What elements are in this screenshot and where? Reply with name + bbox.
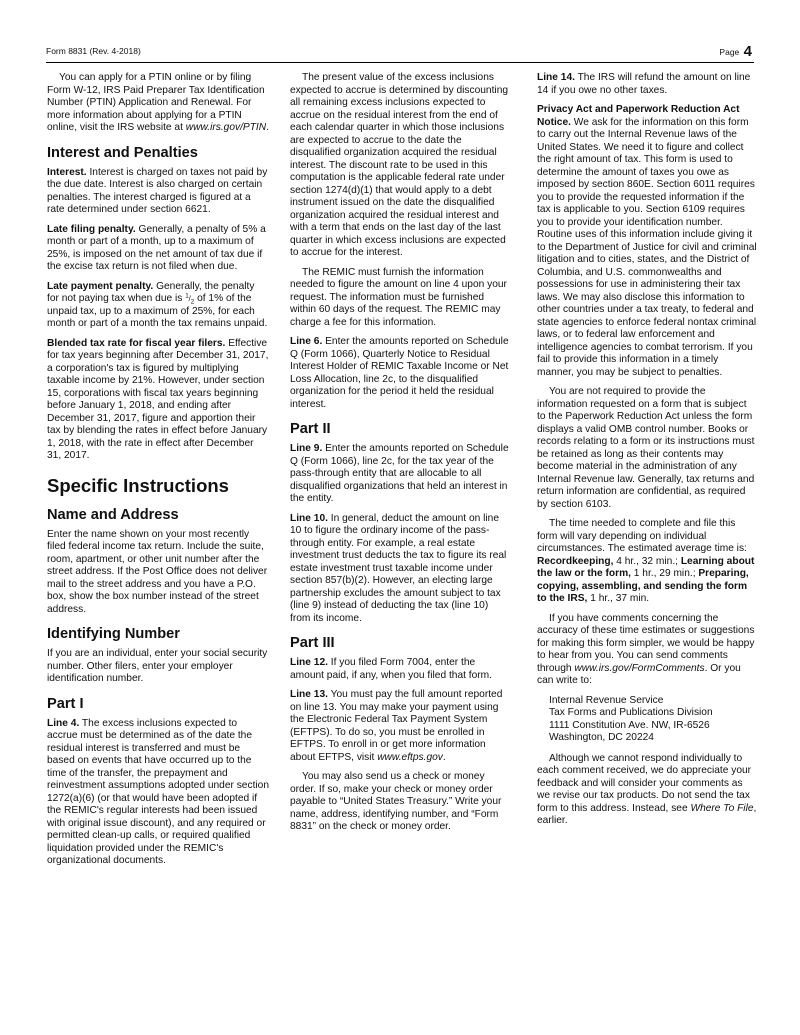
part-1-heading: Part I	[47, 695, 84, 712]
column-3	[537, 72, 757, 835]
line-14-paragraph: Line 14. The IRS will refund the amount on line 14 if you owe no other taxes.	[537, 72, 751, 96]
address-line: Tax Forms and Publications Division	[549, 707, 713, 718]
page-label: Page	[719, 47, 740, 57]
form-comments-link[interactable]: www.irs.gov/FormComments	[574, 662, 705, 674]
one-half-fraction: $^1/_2$	[185, 292, 195, 306]
specific-instructions-heading: Specific Instructions	[47, 474, 229, 496]
part-3-heading: Part III	[290, 635, 335, 651]
blended-rate-paragraph: Blended tax rate for fiscal year filers. Effective for tax years beginning after December 31, 2017, a corporation's tax is figured by multiplying taxable income by 21%. However, under section 15, corporations with fiscal tax years beginning before January 1, 2018, and ending after December 31, 2017, figure and apportion their tax by blending the rates in effect before January 1, 2018, with the rate in effect after December 31, 2017.	[47, 337, 269, 461]
address-line: Internal Revenue Service	[549, 694, 664, 706]
line-13-paragraph: Line 13. You must pay the full amount reported on line 13. You may make your payment using the Electronic Federal Tax Payment System (EFTPS). To do so, you must be enrolled in EFTPS. To enroll in or get more information about EFTPS, visit www.eftps.gov.	[290, 689, 503, 763]
column-1	[47, 72, 269, 875]
page-number	[719, 43, 752, 60]
late-filing-paragraph: Late filing penalty. Generally, a penalty of 5% a month or part of a month, up to a maximum of 25%, is imposed on the net amount of tax due if the excise tax return is not filed when due.	[47, 223, 266, 272]
page-number-value: 4	[743, 43, 752, 60]
name-address-paragraph: Enter the name shown on your most recently filed federal income tax return. Include the suite, room, apartment, or other unit number after the street address. If the Post Office does not deliver mail to the street address and you have a P.O. box, show the box number instead of the street address.	[47, 528, 268, 615]
line-6-paragraph: Line 6. Enter the amounts reported on Schedule Q (Form 1066), Quarterly Notice to Residual Interest Holder of REMIC Taxable Income or Net Loss Allocation, line 2c, to the disqualified organization for the period it held the residual interest.	[290, 336, 509, 410]
address-line: 1111 Constitution Ave. NW, IR-6526	[549, 719, 710, 731]
line-4-paragraph: Line 4. The excess inclusions expected to accrue must be determined as of the date the residual interest is transferred and must be based on events that have occurred up to the time of the transfer, the prepayment and reinvestment assumptions adopted under section 1272(a)(6) (or that would have been adopted if the REMIC's regular interests had been issued with original issue discount), and any required or permitted clean-up calls, or required qualified liquidation provided under the REMIC's organizational documents.	[47, 717, 269, 866]
line-12-paragraph: Line 12. If you filed Form 7004, enter the amount paid, if any, when you filed that form.	[290, 657, 492, 681]
privacy-act-paragraph: Privacy Act and Paperwork Reduction Act Notice. We ask for the information on this form to carry out the Internal Revenue laws of the United States. We need it to figure and collect the right amount of tax. This form is used to determine the amount of taxes you owe as imposed by section 860E. Section 6011 requires you to provide the requested information if the tax is applicable to you. Section 6109 requires you to provide your identification number. Routine uses of this information include giving it to the Department of Justice for civil and criminal litigation and to cities, states, and the District of Columbia, and U.S. commonwealths and possessions for use in administering their tax laws. We may also disclose this information to other countries under a tax treaty, to federal and state agencies to enforce federal nontax criminal laws, or to federal law enforcement and intelligence agencies to combat terrorism. If you fail to provide this information in a timely manner, you may be subject to penalties.	[537, 104, 757, 378]
part-2-heading: Part II	[290, 421, 331, 437]
check-paragraph: You may also send us a check or money order. If so, make your check or money order payable to “United States Treasury.” Write your name, address, identifying number, and “Form 8831” on the check or money order.	[290, 771, 502, 832]
irs-mailing-address	[549, 695, 757, 745]
header-rule	[46, 62, 754, 63]
interest-penalties-heading: Interest and Penalties	[47, 144, 198, 161]
identifying-number-paragraph: If you are an individual, enter your social security number. Other filers, enter your employer identification number.	[47, 648, 268, 684]
form-identifier: Form 8831 (Rev. 4-2018)	[46, 46, 141, 56]
eftps-link[interactable]: www.eftps.gov	[377, 751, 443, 763]
ptin-link[interactable]: www.irs.gov/PTIN	[185, 122, 267, 133]
comments-paragraph: If you have comments concerning the accuracy of these time estimates or suggestions for making this form simpler, we would be happy to hear from you. You can send comments through www.irs.gov/FormComments. Or you can write to:	[537, 612, 755, 686]
although-paragraph: Although we cannot respond individually to each comment received, we do appreciate your feedback and will consider your comments as we revise our tax products. Do not send the tax form to this address. Instead, see Where To File, earlier.	[537, 752, 757, 826]
line-10-paragraph: Line 10. In general, deduct the amount on line 10 to figure the ordinary income of the pass-through entity. For example, a real estate investment trust deducts the tax to figure its real estate investment trust taxable income under section 857(b)(2). However, an electing large partnership excludes the amount subject to tax (line 9) instead of deducting the tax (line 10) from its income.	[290, 512, 507, 624]
address-line: Washington, DC 20224	[549, 732, 654, 743]
name-address-heading: Name and Address	[47, 506, 179, 523]
not-required-paragraph: You are not required to provide the information requested on a form that is subject to the Paperwork Reduction Act unless the form displays a valid OMB control number. Books or records relating to a form or its instructions must be retained as long as their contents may become material in the administration of any Internal Revenue law. Generally, tax returns and return information are confidential, as required by section 6103.	[537, 386, 755, 510]
interest-paragraph: Interest. Interest is charged on taxes not paid by the due date. Interest is also charged on certain penalties. The interest charged is figured at a rate determined under section 6621.	[47, 166, 268, 215]
column-2	[290, 72, 510, 841]
remic-paragraph: The REMIC must furnish the information needed to figure the amount on line 4 upon your request. The information must be furnished within 60 days of the request. The REMIC may charge a fee for this information.	[290, 266, 507, 328]
identifying-number-heading: Identifying Number	[47, 626, 180, 642]
late-payment-paragraph: Late payment penalty. Generally, the penalty for not paying tax when due is $^1/_2$ of 1% of the unpaid tax, up to a maximum of 25%, for each month or part of a month the tax remains unpaid.	[47, 280, 268, 329]
present-value-paragraph: The present value of the excess inclusions expected to accrue is determined by discounting all remaining excess inclusions expected to accrue on the residual interest from the end of each calendar quarter in which those inclusions are expected to accrue to the date the disqualified organization acquired the residual interest. The discount rate to be used in this computation is the applicable federal rate under section 1274(d)(1) that would apply to a debt instrument issued on the date the disqualified organization acquired the residual interest and with a term that ends on the last day of the last quarter in which excess inclusions are expected to accrue for the interest.	[290, 72, 509, 258]
time-estimate-paragraph: The time needed to complete and file this form will vary depending on individual circumstances. The estimated average time is: Recordkeeping, 4 hr., 32 min.; Learning about the law or the form, 1 hr., 29 min.; Preparing, copying, assembling, and sending the form to the IRS, 1 hr., 37 min.	[537, 518, 755, 604]
ptin-paragraph: You can apply for a PTIN online or by filing Form W-12, IRS Paid Preparer Tax Identification Number (PTIN) Application and Renewal. For more information about applying for a PTIN online, visit the IRS website at www.irs.gov/PTIN.	[47, 72, 269, 133]
line-9-paragraph: Line 9. Enter the amounts reported on Schedule Q (Form 1066), line 2c, for the tax year of the pass-through entity that are allocable to all disqualified organizations that held an interest in the entity.	[290, 443, 509, 504]
